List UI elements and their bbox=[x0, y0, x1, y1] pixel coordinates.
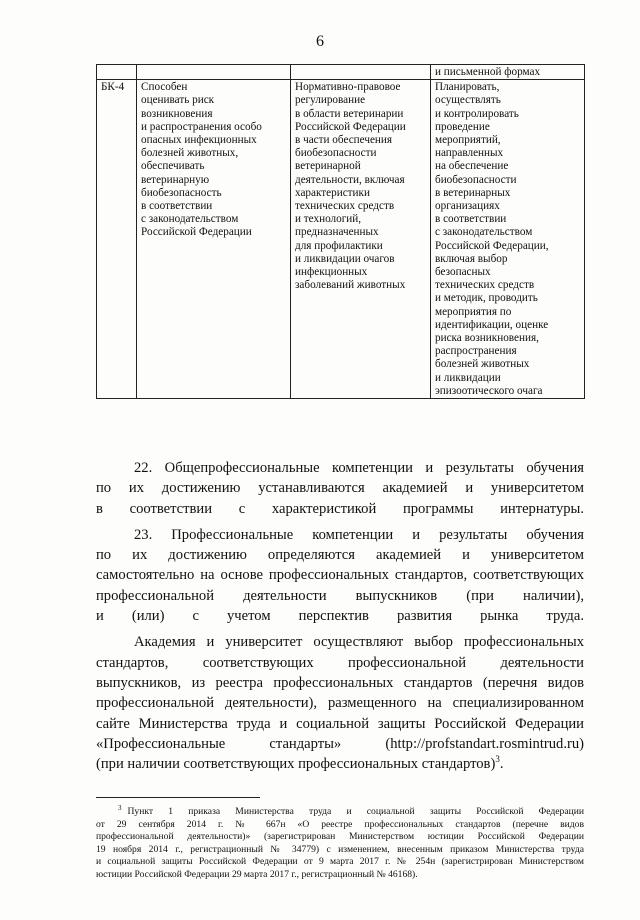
text-line: организациях bbox=[435, 200, 500, 213]
paragraph-academy-lines bbox=[96, 632, 584, 754]
text-line: включая выбор bbox=[435, 252, 508, 265]
text-line: ветеринарной bbox=[295, 160, 361, 173]
text-line: эпизоотического очага bbox=[435, 384, 543, 397]
text-line: в части обеспечения bbox=[295, 134, 393, 147]
text-line: предназначенных bbox=[295, 226, 379, 239]
text-line: с законодательством bbox=[141, 213, 239, 226]
text-line: и (или) с учетом перспектив развития рынка труда. bbox=[96, 608, 584, 625]
text-line: и распространения особо bbox=[141, 120, 262, 133]
text-line: профессиональной деятельности выпускников (при наличии), bbox=[96, 587, 584, 604]
footnote-line: профессиональной деятельности)» (зарегистрирован Министерством юстиции Российской Федерации bbox=[96, 831, 584, 843]
text-line: для профилактики bbox=[295, 239, 383, 252]
footnote-line: от 29 сентября 2014 г. № 667н «О реестре профессиональных стандартов (перечне видов bbox=[96, 818, 584, 830]
text-line: оценивать риск bbox=[141, 94, 215, 107]
text-line: биобезопасности bbox=[435, 173, 517, 186]
text-line: по их достижению устанавливаются академией и университетом bbox=[96, 480, 584, 497]
text-line: выпускников, из реестра профессиональных стандартов (перечня видов bbox=[96, 674, 584, 691]
text-line: в соответствии с характеристикой программы интернатуры. bbox=[96, 500, 584, 517]
text-line: сайте Министерства труда и социальной защиты Российской Федерации bbox=[96, 715, 584, 732]
text-line: 22. Общепрофессиональные компетенции и результаты обучения bbox=[134, 460, 584, 476]
text-line: заболеваний животных bbox=[295, 279, 406, 292]
footnote-line: 19 ноября 2014 г., регистрационный № 34779) с изменением, внесенным приказом Министерства труда bbox=[96, 843, 584, 855]
text-line: биобезопасности bbox=[295, 147, 377, 160]
paragraph-academy bbox=[96, 632, 584, 774]
text-line: Российской Федерации bbox=[141, 226, 252, 239]
text-line: Нормативно-правовое bbox=[295, 81, 401, 94]
text-line: и ликвидации bbox=[435, 371, 501, 384]
text-line: безопасных bbox=[435, 266, 491, 279]
text-line: по их достижению определяются академией и университетом bbox=[96, 547, 584, 564]
footnote-divider bbox=[96, 797, 260, 798]
competency-code: БК-4 bbox=[97, 80, 137, 399]
text-line: направленных bbox=[435, 147, 504, 160]
footnote-reference: 3 bbox=[495, 754, 500, 765]
text-line: в ветеринарных bbox=[435, 186, 511, 199]
text-line: 23. Профессиональные компетенции и результаты обучения bbox=[134, 526, 584, 543]
table-row-continuation bbox=[97, 65, 585, 80]
page-number: 6 bbox=[316, 33, 324, 50]
table-cell-empty bbox=[97, 65, 137, 80]
text-line: ветеринарную bbox=[141, 173, 210, 186]
text-line: болезней животных, bbox=[141, 147, 239, 160]
text-line: и технологий, bbox=[295, 213, 362, 226]
paragraph-academy-last-line: (при наличии соответствующих профессиональных стандартов)$^3$. bbox=[96, 754, 504, 773]
text-line: и методик, проводить bbox=[435, 292, 538, 305]
text-line: мероприятия по bbox=[435, 305, 512, 318]
text-line: возникновения bbox=[141, 107, 213, 120]
footnote-line: и социальной защиты Российской Федерации от 9 марта 2017 г. № 254н (зарегистрирован Министерством bbox=[96, 856, 584, 868]
text-line: Российской Федерации, bbox=[435, 239, 549, 252]
text-line: регулирование bbox=[295, 94, 366, 107]
text-line: деятельности, включая bbox=[295, 173, 405, 186]
text-line: и контролировать bbox=[435, 107, 519, 120]
competency-knowledge bbox=[291, 80, 431, 399]
text-line: обеспечивать bbox=[141, 160, 205, 173]
main-text bbox=[96, 458, 584, 774]
text-line: биобезопасность bbox=[141, 186, 222, 199]
text-line: Российской Федерации bbox=[295, 120, 406, 133]
footnote-line: юстиции Российской Федерации 29 марта 2017 г., регистрационный № 46168). bbox=[96, 868, 418, 880]
text-line: распространения bbox=[435, 345, 517, 358]
paragraph-23 bbox=[96, 525, 584, 626]
table-cell-empty bbox=[291, 65, 431, 80]
text-line: и ликвидации очагов bbox=[295, 252, 395, 265]
table-cell-empty bbox=[137, 65, 291, 80]
footnote-marker: 3 bbox=[118, 803, 122, 812]
paragraph-22 bbox=[96, 458, 584, 519]
text-line: осуществлять bbox=[435, 94, 501, 107]
text-line: риска возникновения, bbox=[435, 332, 539, 345]
text-line: идентификации, оценке bbox=[435, 318, 549, 331]
competency-skills bbox=[431, 80, 585, 399]
text-line: в соответствии bbox=[141, 200, 213, 213]
text-line: с законодательством bbox=[435, 226, 533, 239]
text-line: технических средств bbox=[295, 200, 395, 213]
text-line: опасных инфекционных bbox=[141, 134, 257, 147]
competency-name bbox=[137, 80, 291, 399]
text-line: технических средств bbox=[435, 279, 535, 292]
text-line: в области ветеринарии bbox=[295, 107, 404, 120]
text-line: Планировать, bbox=[435, 81, 500, 94]
text-line: проведение bbox=[435, 120, 490, 133]
text-line: в соответствии bbox=[435, 213, 507, 226]
text-line: болезней животных bbox=[435, 358, 530, 371]
text-line: мероприятий, bbox=[435, 134, 501, 147]
table-row bbox=[97, 80, 585, 399]
competency-table bbox=[96, 64, 585, 399]
footnote bbox=[96, 803, 584, 882]
text-line: стандартов, соответствующих профессиональной деятельности bbox=[96, 654, 584, 671]
text-line: характеристики bbox=[295, 186, 370, 199]
text-line: Академия и университет осуществляют выбор профессиональных bbox=[134, 634, 584, 651]
footnote-first-line: $^3$ Пункт 1 приказа Министерства труда и социальной защиты Российской Федерации bbox=[118, 803, 584, 817]
text-line: «Профессиональные стандарты» (http://profstandart.rosmintrud.ru) bbox=[96, 735, 584, 752]
text-line: самостоятельно на основе профессиональных стандартов, соответствующих bbox=[96, 567, 584, 584]
text-line: инфекционных bbox=[295, 266, 368, 279]
table-cell-continuation: и письменной формах bbox=[431, 65, 585, 80]
text-line: профессиональной деятельности), размещенного на специализированном bbox=[96, 695, 584, 712]
text-line: на обеспечение bbox=[435, 160, 509, 173]
text-line: Способен bbox=[141, 81, 188, 94]
